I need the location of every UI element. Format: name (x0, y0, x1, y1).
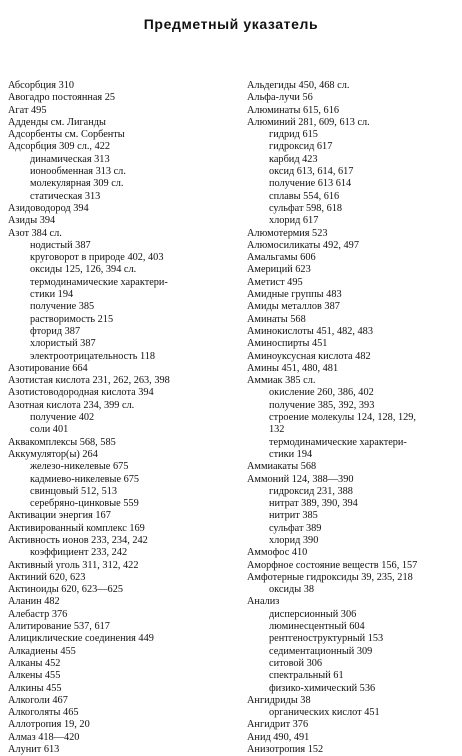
index-entry: Адсорбенты см. Сорбенты (8, 129, 125, 141)
index-subentry: хлорид 390 (269, 534, 319, 546)
index-subentry: получение 385 (30, 301, 95, 313)
index-entry: Алюминаты 615, 616 (247, 104, 340, 116)
index-subentry: электроотрицательность 118 (30, 350, 156, 362)
index-entry: Америций 623 (247, 264, 311, 276)
index-subentry: коэффициент 233, 242 (30, 547, 128, 559)
index-entry: Адденды см. Лиганды (8, 116, 106, 128)
index-entry: Алкадиены 455 (8, 645, 76, 657)
index-subentry: 132 (269, 424, 285, 436)
index-subentry: динамическая 313 (30, 153, 110, 165)
index-entry: Аланин 482 (8, 596, 60, 608)
index-entry: Агат 495 (8, 104, 47, 116)
index-subentry: серебряно-цинковые 559 (30, 498, 139, 510)
page-title: Предметный указатель (143, 16, 319, 32)
index-entry: Альдегиды 450, 468 сл. (247, 80, 350, 91)
index-entry: Аминоспирты 451 (247, 338, 328, 350)
index-subentry: ионообменная 313 сл. (30, 166, 126, 178)
index-subentry: карбид 423 (269, 153, 318, 165)
index-entry: Алкены 455 (8, 670, 61, 682)
index-entry: Азотистая кислота 231, 262, 263, 398 (8, 375, 170, 387)
index-subentry: нитрат 389, 390, 394 (269, 498, 358, 510)
index-subentry: гидроксид 231, 388 (269, 485, 353, 497)
index-entry: Алебастр 376 (8, 608, 68, 620)
index-entry: Актиноиды 620, 623—625 (8, 584, 123, 596)
index-entry: Адсорбция 309 сл., 422 (8, 141, 111, 153)
index-entry: Азотная кислота 234, 399 сл. (8, 399, 135, 411)
index-subentry: кадмиево-никелевые 675 (30, 473, 140, 485)
index-entry: Азот 384 сл. (8, 227, 62, 239)
index-entry: Аккумулятор(ы) 264 (8, 448, 98, 460)
index-entry: Алюминий 281, 609, 613 сл. (247, 116, 370, 128)
index-entry: Аминаты 568 (247, 313, 306, 325)
index-subentry: оксид 613, 614, 617 (269, 166, 354, 178)
index-subentry: оксиды 38 (269, 584, 315, 596)
index-subentry: седиментационный 309 (269, 645, 373, 657)
index-entry: Азидоводород 394 (8, 202, 89, 214)
index-entry: Активации энергия 167 (8, 510, 111, 522)
index-subentry: получение 385, 392, 393 (269, 399, 375, 411)
index-entry: Актиний 620, 623 (8, 571, 86, 583)
index-entry: Аммиак 385 сл. (247, 375, 316, 387)
index-entry: Аминоуксусная кислота 482 (247, 350, 371, 362)
index-subentry: растворимость 215 (30, 313, 114, 325)
index-entry: Аммофос 410 (247, 547, 308, 559)
index-entry: Амальгамы 606 (247, 252, 316, 264)
index-subentry: хлористый 387 (30, 338, 96, 350)
index-subentry: органических кислот 451 (269, 707, 380, 719)
index-entry: Азотирование 664 (8, 362, 88, 374)
index-entry: Ангидриды 38 (247, 694, 311, 706)
index-entry: Анализ (247, 596, 280, 608)
index-subentry: ситовой 306 (269, 657, 323, 669)
index-entry: Амины 451, 480, 481 (247, 362, 339, 374)
index-subentry: дисперсионный 306 (269, 608, 357, 620)
index-subentry: физико-химический 536 (269, 682, 376, 694)
index-subentry: хлорид 617 (269, 215, 319, 227)
index-subentry: гидрид 615 (269, 129, 318, 141)
index-subentry: железо-никелевые 675 (30, 461, 129, 473)
index-subentry: стики 194 (269, 448, 313, 460)
index-column-right (247, 80, 459, 756)
index-subentry: нодистый 387 (30, 239, 91, 251)
index-entry: Азотистоводородная кислота 394 (8, 387, 154, 399)
index-subentry: спектральный 61 (269, 670, 344, 682)
index-entry: Абсорбция 310 (8, 80, 75, 91)
index-entry: Ангидрит 376 (247, 719, 309, 731)
index-subentry: окисление 260, 386, 402 (269, 387, 374, 399)
index-subentry: сульфат 598, 618 (269, 202, 343, 214)
index-entry: Активный уголь 311, 312, 422 (8, 559, 139, 571)
index-subentry: нитрит 385 (269, 510, 318, 522)
index-subentry: свинцовый 512, 513 (30, 485, 118, 497)
index-entry: Амиды металлов 387 (247, 301, 340, 313)
index-entry: Алициклические соединения 449 (8, 633, 154, 645)
index-entry: Анизотропия 152 (247, 744, 324, 756)
index-entry: Аморфное состояние веществ 156, 157 (247, 559, 418, 571)
index-entry: Алюмотермия 523 (247, 227, 328, 239)
index-subentry: рентгеноструктурный 153 (269, 633, 384, 645)
index-entry: Авогадро постоянная 25 (8, 92, 116, 104)
index-entry: Алюмосиликаты 492, 497 (247, 239, 359, 251)
index-entry: Алкоголяты 465 (8, 707, 79, 719)
index-subentry: люминесцентный 604 (269, 621, 365, 633)
index-subentry: оксиды 125, 126, 394 сл. (30, 264, 137, 276)
index-entry: Амфотерные гидроксиды 39, 235, 218 (247, 571, 413, 583)
index-entry: Альфа-лучи 56 (247, 92, 313, 104)
index-subentry: сульфат 389 (269, 522, 322, 534)
index-subentry: сплавы 554, 616 (269, 190, 340, 202)
index-entry: Алмаз 418—420 (8, 731, 80, 743)
index-entry: Алкоголи 467 (8, 694, 68, 706)
index-subentry: получение 613 614 (269, 178, 352, 190)
index-subentry: молекулярная 309 сл. (30, 178, 124, 190)
index-entry: Алкины 455 (8, 682, 62, 694)
index-column-left (8, 80, 230, 756)
index-entry: Аммоний 124, 388—390 (247, 473, 354, 485)
index-entry: Азиды 394 (8, 215, 56, 227)
index-subentry: термодинамические характери- (269, 436, 407, 448)
index-subentry: фторид 387 (30, 325, 81, 337)
index-entry: Алунит 613 (8, 744, 60, 756)
index-entry: Активированный комплекс 169 (8, 522, 145, 534)
index-subentry: получение 402 (30, 412, 95, 424)
index-subentry: соли 401 (30, 424, 69, 436)
index-entry: Аллотропия 19, 20 (8, 719, 90, 731)
index-entry: Анид 490, 491 (247, 731, 310, 743)
index-subentry: статическая 313 (30, 190, 101, 202)
index-subentry: стики 194 (30, 289, 74, 301)
index-entry: Алканы 452 (8, 657, 61, 669)
index-entry: Аммиакаты 568 (247, 461, 317, 473)
index-subentry: гидроксид 617 (269, 141, 333, 153)
index-subentry: строение молекулы 124, 128, 129, (269, 412, 416, 424)
index-entry: Активность ионов 233, 234, 242 (8, 534, 148, 546)
index-entry: Амидные группы 483 (247, 289, 342, 301)
index-entry: Аминокислоты 451, 482, 483 (247, 325, 373, 337)
index-entry: Аквакомплексы 568, 585 (8, 436, 116, 448)
index-subentry: термодинамические характери- (30, 276, 168, 288)
index-entry: Алитирование 537, 617 (8, 621, 110, 633)
index-entry: Аметист 495 (247, 276, 303, 288)
index-subentry: круговорот в природе 402, 403 (30, 252, 164, 264)
